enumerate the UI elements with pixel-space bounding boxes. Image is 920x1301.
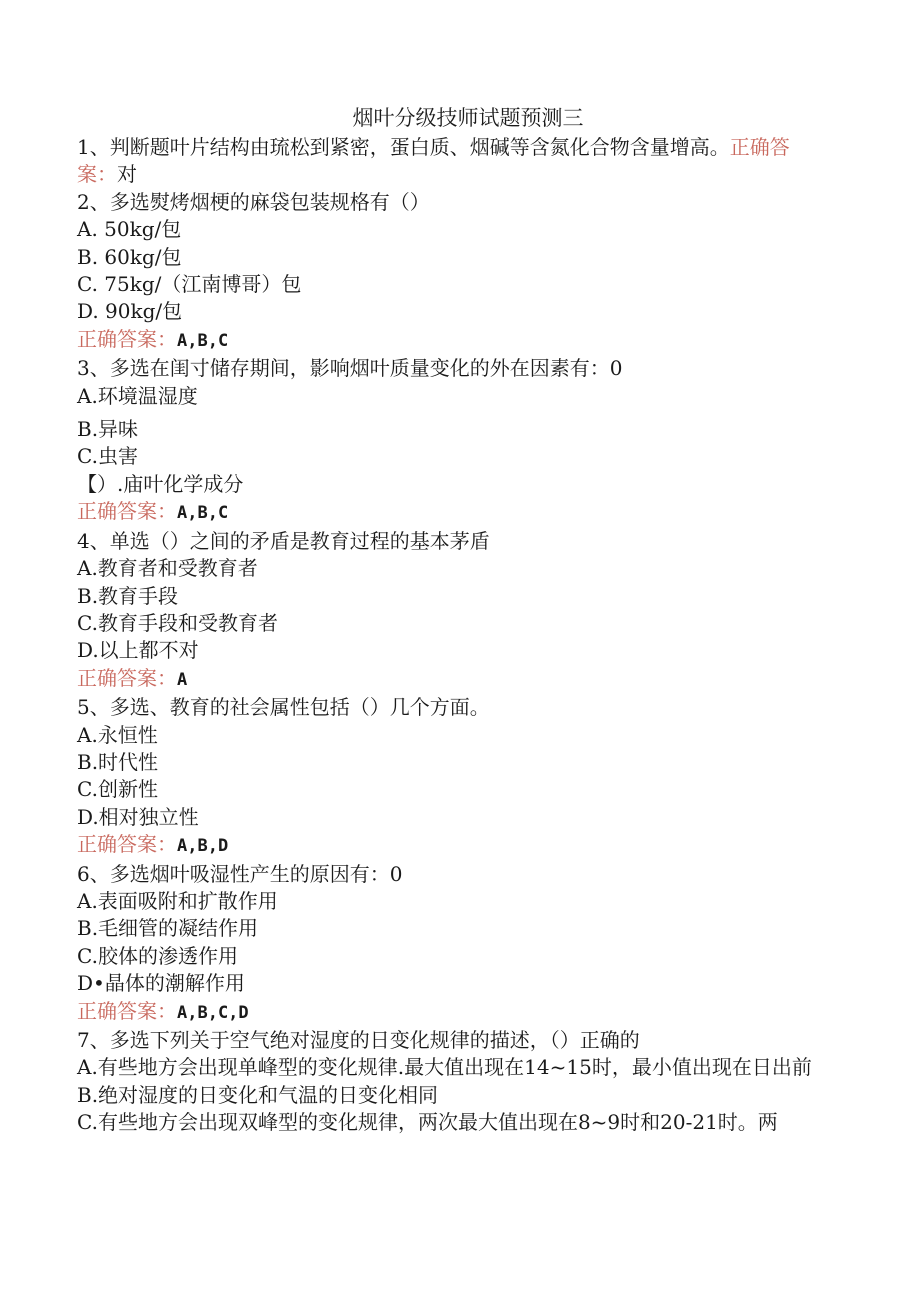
question-2-stem: 2、多选熨烤烟梗的麻袋包装规格有（） bbox=[77, 189, 430, 214]
question-7-stem: 7、多选下列关于空气绝对湿度的日变化规律的描述，（）正确的 bbox=[77, 1028, 640, 1052]
question-6-option-d: D•晶体的潮解作用 bbox=[77, 971, 245, 996]
question-2-option-b: B. 60kg/包 bbox=[77, 244, 182, 269]
question-2-answer-label: 正确答案： bbox=[77, 326, 177, 351]
question-5-answer-line bbox=[77, 831, 837, 860]
question-5-stem: 5、多选、教育的社会属性包括（）几个方面。 bbox=[77, 695, 490, 720]
question-5-option-a: A.永恒性 bbox=[77, 722, 158, 747]
question-7-option-b: B.绝对湿度的日变化和气温的日变化相同 bbox=[77, 1082, 439, 1107]
question-7-option-a: A.有些地方会出现单峰型的变化规律.最大值出现在14~15时，最小值出现在日出前 bbox=[77, 1055, 812, 1080]
question-5-answer: A,B,D bbox=[177, 836, 229, 857]
question-1-answer-label-a: 正确 bbox=[729, 135, 770, 159]
question-4-stem: 4、单选（）之间的矛盾是教育过程的基本茅盾 bbox=[77, 528, 490, 553]
question-2-option-d: D. 90kg/包 bbox=[77, 299, 183, 324]
question-3-answer-label: 正确答案： bbox=[77, 499, 177, 524]
question-1-answer: 对 bbox=[117, 162, 137, 187]
question-2-answer: A,B,C bbox=[177, 330, 229, 351]
question-3-stem: 3、多选在闺寸储存期间，影响烟叶质量变化的外在因素有：0 bbox=[77, 356, 623, 381]
question-3-option-a: A.环境温湿度 bbox=[77, 383, 198, 408]
question-4-answer-label: 正确答案： bbox=[77, 665, 177, 690]
document-page bbox=[77, 104, 837, 1137]
question-1 bbox=[77, 134, 822, 189]
document-title: 烟叶分级技师试题预测三 bbox=[352, 106, 584, 130]
question-4-answer-line bbox=[77, 665, 837, 694]
question-6-option-a: A.表面吸附和扩散作用 bbox=[77, 888, 278, 913]
question-3-option-c: C.虫害 bbox=[77, 444, 138, 469]
question-5-option-c: C.创新性 bbox=[77, 777, 158, 802]
question-1-answer-label-b: 答案： bbox=[77, 135, 790, 187]
question-6-stem: 6、多选烟叶吸湿性产生的原因有：0 bbox=[77, 861, 403, 886]
question-7-option-c: C.有些地方会出现双峰型的变化规律，两次最大值出现在8~9时和20-21时。两 bbox=[77, 1110, 778, 1135]
question-6-option-c: C.胶体的渗透作用 bbox=[77, 943, 238, 968]
question-6-answer: A,B,C,D bbox=[177, 1002, 249, 1023]
question-2-option-a: A. 50kg/包 bbox=[77, 217, 182, 242]
question-3-answer: A,B,C bbox=[177, 503, 229, 524]
question-6-option-b: B.毛细管的凝结作用 bbox=[77, 916, 259, 941]
question-4-answer: A bbox=[177, 669, 188, 690]
question-2-option-c: C. 75kg/（江南博哥）包 bbox=[77, 272, 302, 297]
question-4-option-c: C.教育手段和受教育者 bbox=[77, 610, 278, 635]
question-4-option-d: D.以上都不对 bbox=[77, 638, 199, 663]
question-4-option-b: B.教育手段 bbox=[77, 583, 179, 608]
question-5-answer-label: 正确答案： bbox=[77, 832, 177, 857]
question-6-answer-label: 正确答案： bbox=[77, 998, 177, 1023]
question-1-text: 1、判断题叶片结构由琉松到紧密，蛋白质、烟碱等含氮化合物含量增高。 bbox=[77, 135, 730, 159]
question-6-answer-line bbox=[77, 998, 837, 1027]
question-2-answer-line bbox=[77, 326, 837, 355]
question-5-option-d: D.相对独立性 bbox=[77, 804, 199, 829]
question-3-option-b: B.异味 bbox=[77, 417, 139, 442]
question-4-option-a: A.教育者和受教育者 bbox=[77, 556, 258, 581]
question-3-answer-line bbox=[77, 498, 837, 527]
question-3-option-d: 【）.庙叶化学成分 bbox=[77, 471, 244, 496]
question-5-option-b: B.时代性 bbox=[77, 749, 159, 774]
